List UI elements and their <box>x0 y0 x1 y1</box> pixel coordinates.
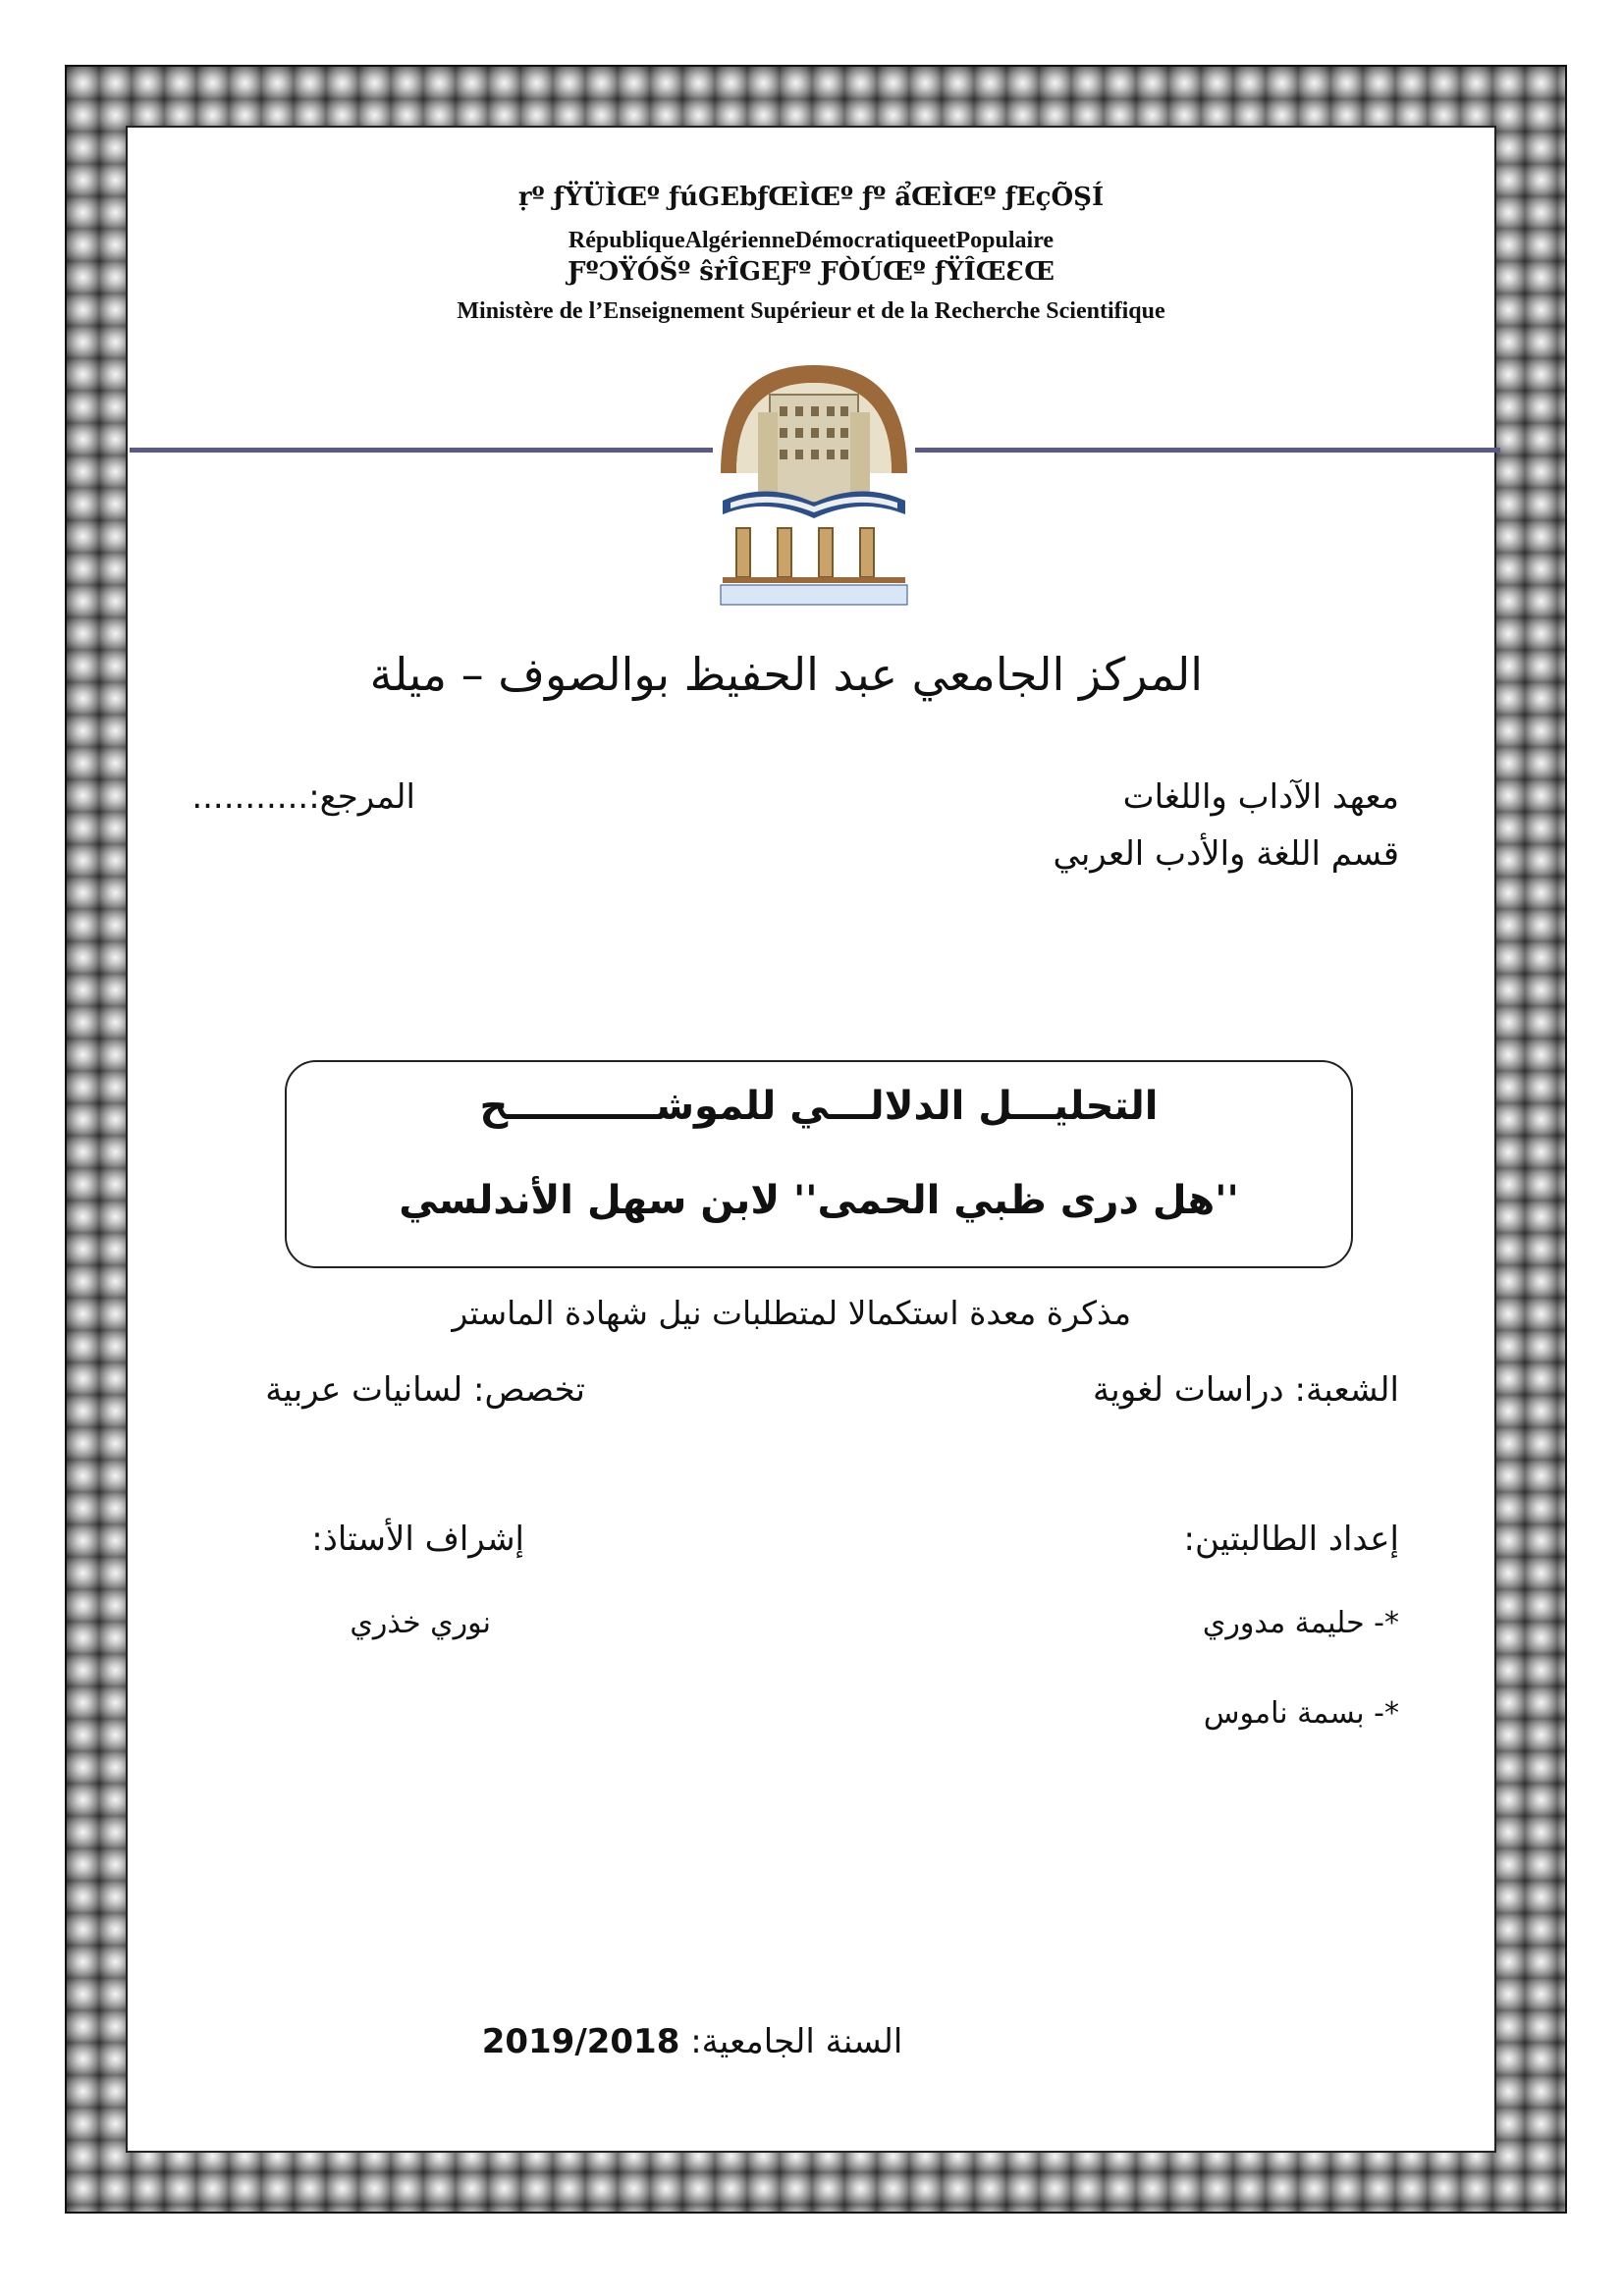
academic-year-value: 2019/2018 <box>481 2022 680 2061</box>
header-republique: RépubliqueAlgérienneDémocratiqueetPopulaire <box>568 228 1055 253</box>
reference-number: المرجع:........... <box>191 777 415 817</box>
student-2 <box>1204 1696 1399 1731</box>
academic-year-label: السنة الجامعية: <box>690 2022 903 2061</box>
bullet-star: * <box>1384 1606 1399 1640</box>
student-1 <box>1203 1606 1399 1640</box>
department-name: قسم اللغة والأدب العربي <box>1053 834 1399 874</box>
university-logo <box>713 355 915 609</box>
student-2-name: - بسمة ناموس <box>1203 1696 1384 1731</box>
center-name: المركز الجامعي عبد الحفيظ بوالصوف – ميلة <box>369 648 1203 701</box>
thesis-title-line2: ''هل درى ظبي الحمى'' لابن سهل الأندلسي <box>399 1178 1239 1223</box>
institute-name: معهد الآداب واللغات <box>1122 777 1399 817</box>
header-arabic-garbled-2: ƑºƆŸÓŠº ŝṙÎGEƑº ƑÒÚŒº ƒŸÎŒƐŒ <box>568 257 1055 287</box>
professor-name: نوري خذري <box>350 1606 491 1640</box>
header-ministere: Ministère de l’Enseignement Supérieur et de la Recherche Scientifique <box>457 298 1165 324</box>
university-logo-icon <box>713 355 915 609</box>
thesis-title-line1: التحليـــل الدلالـــي للموشـــــــــــح <box>479 1084 1159 1129</box>
thesis-memo: مذكرة معدة استكمالا لمتطلبات نيل شهادة الماستر <box>452 1294 1131 1332</box>
header-arabic-garbled-1: ṛº ƒŸÜÌŒº ƒúGEbƒŒÌŒº ƒº ẩŒÌŒº ƒEçÕŞÍ <box>517 183 1105 212</box>
supervision-label: إشراف الأستاذ: <box>311 1520 524 1559</box>
academic-year <box>393 2022 992 2061</box>
bullet-star: * <box>1384 1696 1399 1731</box>
specialty: تخصص: لسانيات عربية <box>265 1370 585 1410</box>
student-1-name: - حليمة مدوري <box>1202 1606 1384 1640</box>
branch: الشعبة: دراسات لغوية <box>1093 1370 1399 1410</box>
prepared-by-label: إعداد الطالبتين: <box>1183 1520 1399 1559</box>
